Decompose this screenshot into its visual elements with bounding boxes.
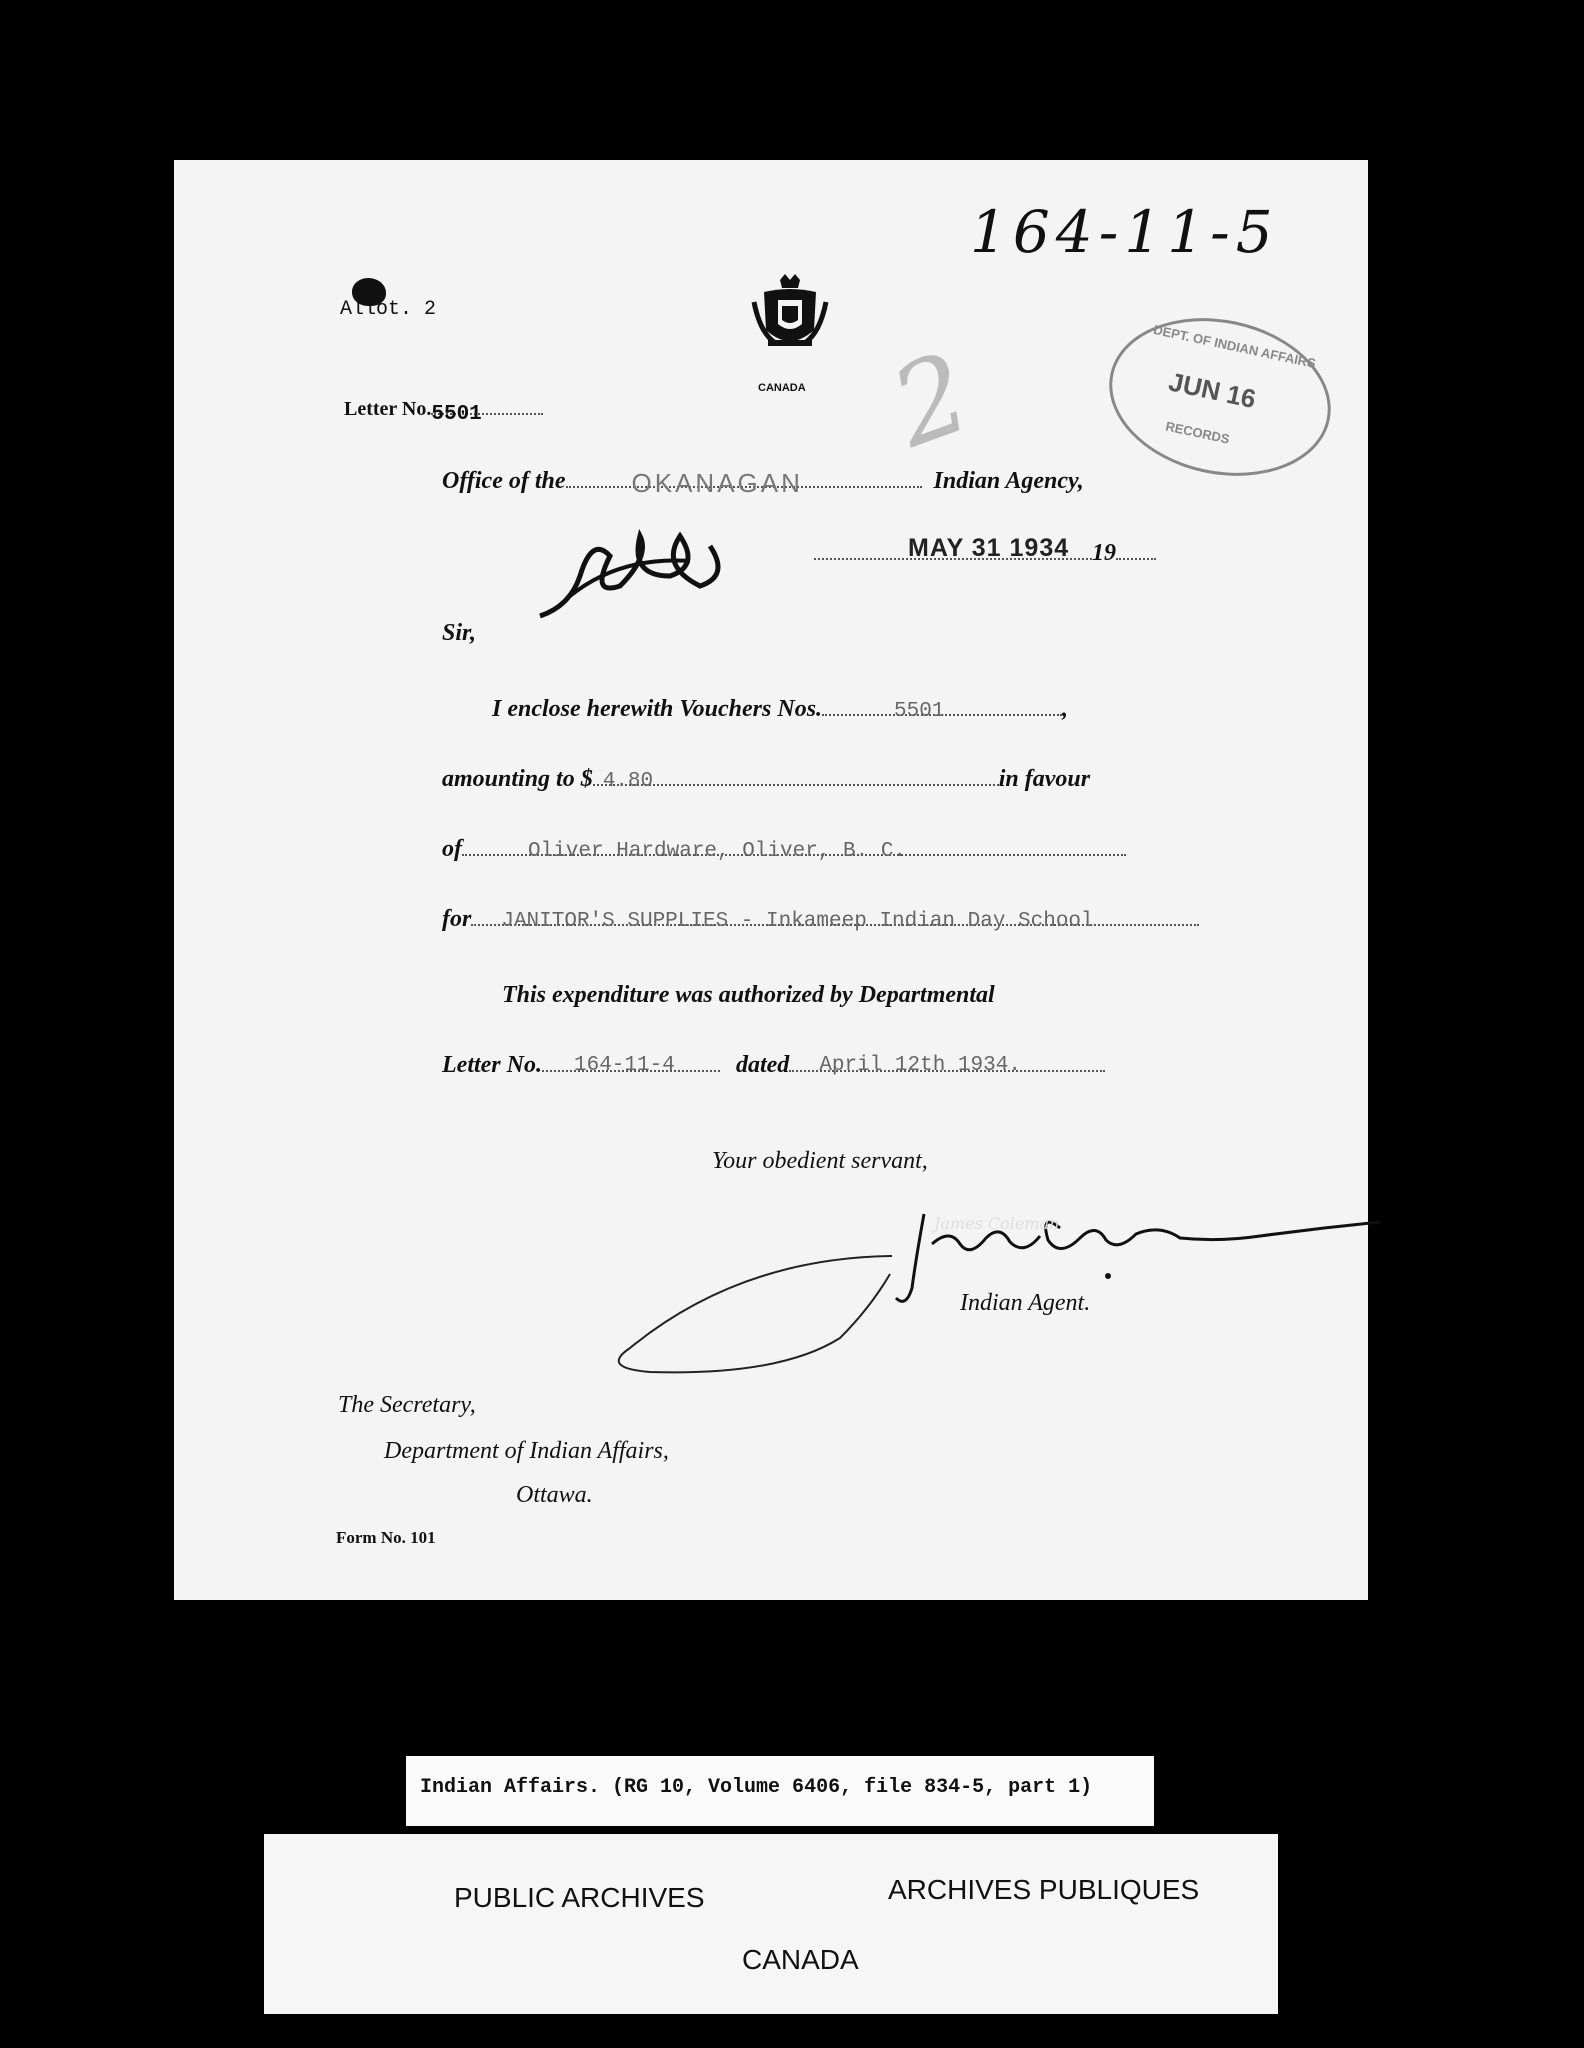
archive-reference-label: [406, 1756, 1154, 1826]
for-row: [442, 906, 1199, 933]
recipient-line-2: Department of Indian Affairs,: [384, 1438, 669, 1464]
handwritten-mark: 2: [876, 327, 986, 473]
signature-icon: [540, 1178, 1460, 1383]
stamp-date: JUN 16: [1166, 366, 1259, 415]
auth-letter-label: Letter No.: [442, 1052, 542, 1078]
stamp-text-top: DEPT. OF INDIAN AFFAIRS: [1152, 321, 1318, 371]
office-label: Office of the: [442, 468, 566, 494]
canada-crest-icon: [750, 272, 830, 367]
favour-label: in favour: [998, 766, 1091, 792]
initials-scribble-icon: [530, 516, 730, 631]
authorized-line: This expenditure was authorized by Departmental: [502, 982, 995, 1008]
crest-caption: CANADA: [758, 382, 806, 394]
handwritten-file-number: 164-11-5: [970, 198, 1279, 266]
office-value: OKANAGAN: [631, 468, 803, 498]
vouchers-row: I enclose herewith Vouchers Nos. 5501 ,: [492, 696, 1069, 723]
dated-value: April 12th 1934.: [819, 1054, 1021, 1077]
dated-label: dated: [735, 1052, 790, 1078]
allot-label: Allot. 2: [340, 298, 437, 321]
of-row: [442, 836, 1126, 863]
year-label: 19: [1092, 540, 1116, 566]
vouchers-value: 5501: [894, 700, 945, 723]
public-archives-en: PUBLIC ARCHIVES: [454, 1882, 705, 1913]
public-archives-strip: [264, 1834, 1278, 2014]
public-archives-fr: ARCHIVES PUBLIQUES: [888, 1874, 1200, 1905]
vouchers-label: I enclose herewith Vouchers Nos.: [492, 696, 823, 722]
archive-reference: Indian Affairs. (RG 10, Volume 6406, file 834-5, part 1): [420, 1776, 1093, 1799]
date-row: [814, 534, 1156, 567]
received-stamp: [1094, 298, 1345, 495]
of-value: Oliver Hardware, Oliver, B. C.: [528, 840, 907, 863]
auth-letter-value: 164-11-4: [573, 1054, 675, 1077]
letter-no-row: [344, 398, 543, 426]
salutation: Sir,: [442, 620, 477, 646]
recipient-line-3: Ottawa.: [516, 1482, 593, 1508]
agency-label: Indian Agency,: [933, 468, 1084, 494]
recipient-line-1: The Secretary,: [338, 1392, 476, 1418]
stamp-text-bottom: RECORDS: [1164, 418, 1231, 447]
agent-title: Indian Agent.: [960, 1290, 1091, 1316]
form-number: Form No. 101: [336, 1528, 436, 1547]
for-value: JANITOR'S SUPPLIES - Inkameep Indian Day School: [501, 910, 1094, 933]
closing: Your obedient servant,: [712, 1148, 928, 1174]
amount-value: 4.80: [602, 770, 654, 793]
for-label: for: [442, 906, 472, 932]
date-value: MAY 31 1934: [908, 534, 1070, 562]
document-page: [174, 160, 1368, 1600]
letter-no-label: Letter No.: [344, 398, 432, 420]
archives-country: CANADA: [742, 1944, 859, 1975]
office-row: [442, 468, 1084, 498]
auth-letter-row: [442, 1052, 1105, 1079]
letter-no-value: 5501: [431, 403, 482, 426]
amount-row: [442, 766, 1090, 793]
of-label: of: [442, 836, 462, 862]
signature-text: James Coleman: [934, 1214, 1060, 1233]
amount-label: amounting to $: [442, 766, 593, 792]
